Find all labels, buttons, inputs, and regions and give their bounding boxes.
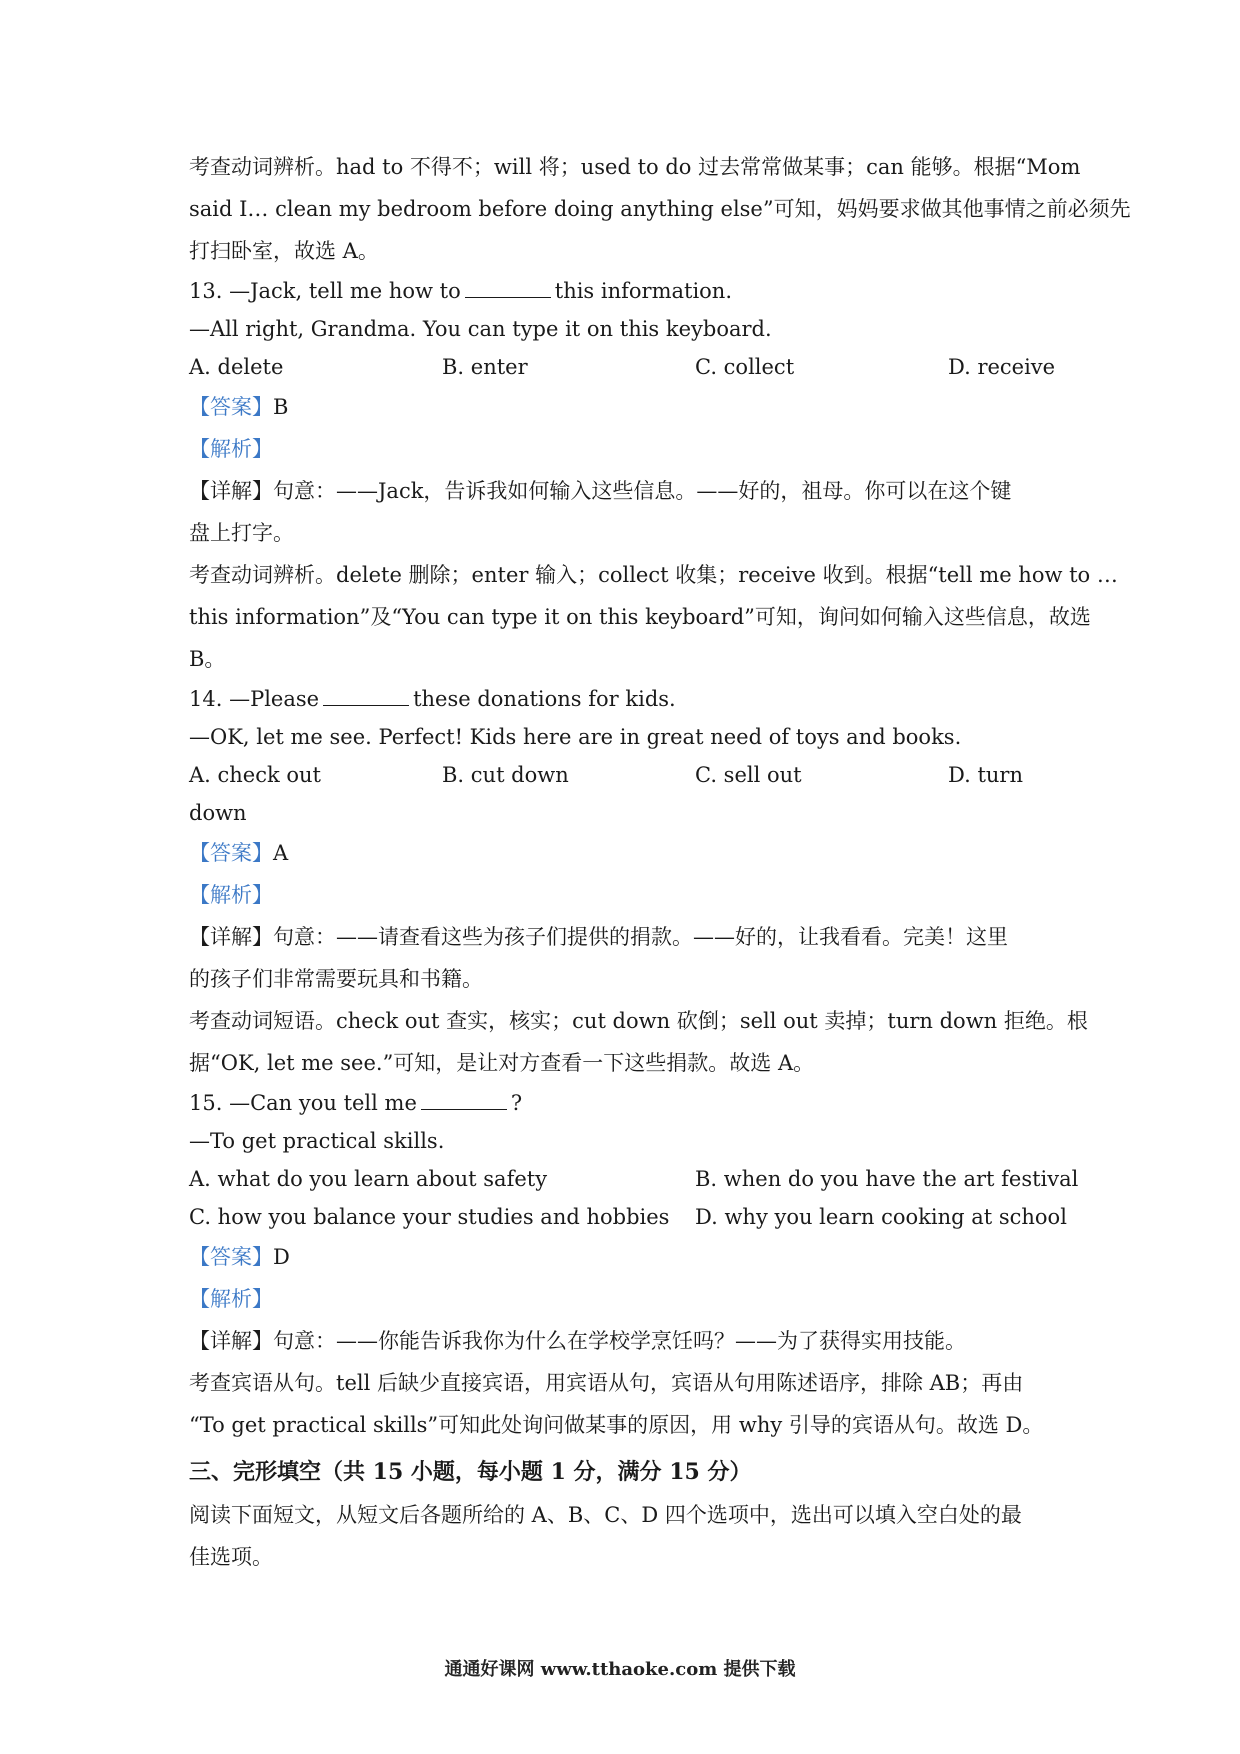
page-footer: 通通好课网 www.tthaoke.com 提供下载 <box>444 1659 796 1680</box>
answer-blank <box>421 1091 507 1110</box>
option-b: B. when do you have the art festival <box>695 1167 1079 1191</box>
answer-line <box>189 1236 1059 1278</box>
answer-value: D <box>273 1245 290 1269</box>
option-d: D. turn <box>948 763 1023 787</box>
question-15-options-row2 <box>189 1198 1067 1236</box>
option-a: A. check out <box>189 763 321 787</box>
question-15-reply: —To get practical skills. <box>189 1129 445 1153</box>
section-instructions: 佳选项。 <box>189 1545 273 1569</box>
detail-line: 考查动词短语。check out 查实，核实；cut down 砍倒；sell out 卖掉；turn down 拒绝。根 <box>189 1009 1088 1033</box>
question-14-stem: 14. —Please these donations for kids. <box>189 687 676 711</box>
answer-label: 【答案】 <box>189 841 273 865</box>
detail-line: this information”及“You can type it on this keyboard”可知，询问如何输入这些信息，故选 <box>189 605 1091 629</box>
answer-line <box>189 832 1059 874</box>
answer-line <box>189 386 1059 428</box>
question-15-stem: 15. —Can you tell me ? <box>189 1091 523 1115</box>
answer-value: B <box>273 395 289 419</box>
detail-line: 【详解】句意：——请查看这些为孩子们提供的捐款。——好的，让我看看。完美！这里 <box>189 925 1008 949</box>
detail-line: 考查动词辨析。delete 删除；enter 输入；collect 收集；receive 收到。根据“tell me how to … <box>189 563 1118 587</box>
question-14-options <box>189 756 1059 794</box>
question-13-reply: —All right, Grandma. You can type it on this keyboard. <box>189 317 772 341</box>
option-d: D. receive <box>948 355 1056 379</box>
answer-blank <box>465 279 551 298</box>
analysis-label: 【解析】 <box>189 883 273 907</box>
answer-label: 【答案】 <box>189 1245 273 1269</box>
detail-line: 盘上打字。 <box>189 521 294 545</box>
option-d: D. why you learn cooking at school <box>695 1205 1067 1229</box>
detail-line: B。 <box>189 647 226 671</box>
question-13-options <box>189 348 1059 386</box>
explanation-line: 打扫卧室，故选 A。 <box>189 239 379 263</box>
detail-label: 【详解】 <box>189 925 273 949</box>
question-13-stem: 13. —Jack, tell me how to this information. <box>189 279 733 303</box>
option-c: C. collect <box>695 355 795 379</box>
detail-line: 的孩子们非常需要玩具和书籍。 <box>189 967 483 991</box>
section-title: 三、完形填空（共 15 小题，每小题 1 分，满分 15 分） <box>189 1459 752 1485</box>
option-a: A. delete <box>189 355 284 379</box>
page-content <box>189 146 1131 1578</box>
answer-value: A <box>273 841 289 865</box>
detail-line: “To get practical skills”可知此处询问做某事的原因，用 why 引导的宾语从句。故选 D。 <box>189 1413 1044 1437</box>
analysis-label: 【解析】 <box>189 1287 273 1311</box>
question-15-options-row1 <box>189 1160 1079 1198</box>
detail-line: 【详解】句意：——你能告诉我你为什么在学校学烹饪吗？——为了获得实用技能。 <box>189 1329 966 1353</box>
analysis-label: 【解析】 <box>189 437 273 461</box>
detail-label: 【详解】 <box>189 1329 273 1353</box>
option-c: C. sell out <box>695 763 802 787</box>
option-c: C. how you balance your studies and hobbies <box>189 1205 670 1229</box>
answer-label: 【答案】 <box>189 395 273 419</box>
detail-line: 据“OK, let me see.”可知，是让对方查看一下这些捐款。故选 A。 <box>189 1051 815 1075</box>
option-d-wrap: down <box>189 801 247 825</box>
detail-label: 【详解】 <box>189 479 273 503</box>
option-b: B. enter <box>442 355 528 379</box>
detail-line: 考查宾语从句。tell 后缺少直接宾语，用宾语从句，宾语从句用陈述语序，排除 AB；再由 <box>189 1371 1024 1395</box>
question-14-reply: —OK, let me see. Perfect! Kids here are in great need of toys and books. <box>189 725 962 749</box>
explanation-line: said I… clean my bedroom before doing anything else”可知，妈妈要求做其他事情之前必须先 <box>189 197 1131 221</box>
option-b: B. cut down <box>442 763 569 787</box>
section-instructions: 阅读下面短文，从短文后各题所给的 A、B、C、D 四个选项中，选出可以填入空白处的最 <box>189 1503 1022 1527</box>
detail-line: 【详解】句意：——Jack，告诉我如何输入这些信息。——好的，祖母。你可以在这个键 <box>189 479 1012 503</box>
answer-blank <box>323 687 409 706</box>
explanation-line: 考查动词辨析。had to 不得不；will 将；used to do 过去常常做某事；can 能够。根据“Mom <box>189 155 1081 179</box>
option-a: A. what do you learn about safety <box>189 1167 548 1191</box>
